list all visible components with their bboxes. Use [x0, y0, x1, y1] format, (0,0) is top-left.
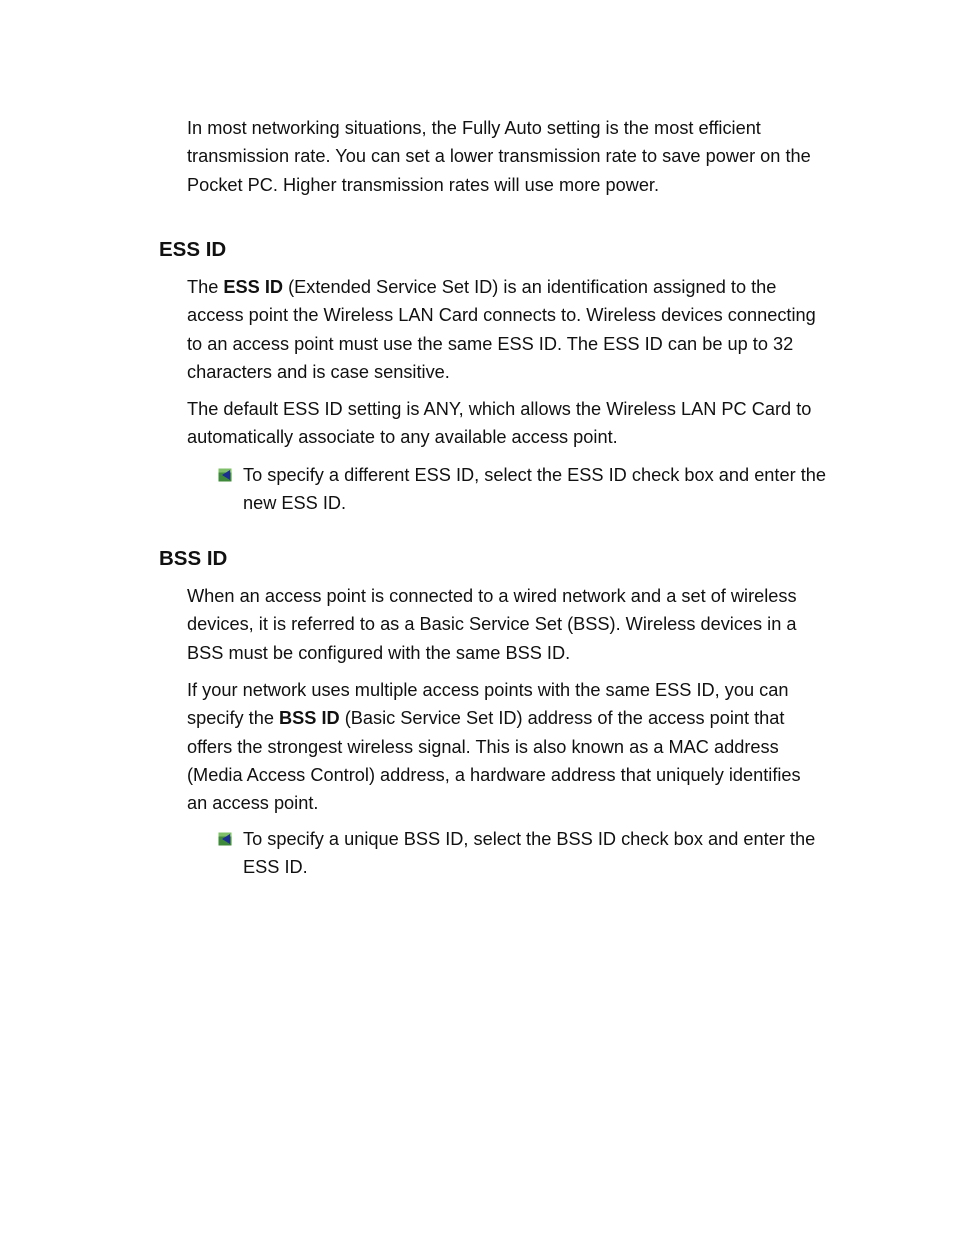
bss-p2-line: [187, 704, 867, 732]
bss-p2-line: (Media Access Control) address, a hardware address that uniquely identifies: [187, 764, 801, 785]
text-run: The: [187, 277, 224, 297]
bss-p2-line: offers the strongest wireless signal. This is also known as a MAC address: [187, 736, 779, 757]
ess-p1-line: [187, 273, 867, 301]
ess-p2-line: The default ESS ID setting is ANY, which allows the Wireless LAN PC Card to: [187, 399, 812, 419]
bss-id-term: BSS ID: [279, 708, 340, 729]
bss-bullet-line: ESS ID.: [243, 857, 308, 878]
ess-id-heading: ESS ID: [159, 238, 227, 261]
text-run: specify the: [187, 708, 279, 729]
ess-bullet-line: new ESS ID.: [243, 493, 347, 514]
text-run: (Extended Service Set ID) is an identification assigned to the: [283, 277, 777, 297]
intro-line: Pocket PC. Higher transmission rates will use more power.: [187, 174, 660, 195]
bss-id-bullet: [243, 825, 863, 882]
bullet-icon: [218, 832, 232, 846]
bss-p2-line: an access point.: [187, 793, 319, 814]
ess-p2-line: automatically associate to any available access point.: [187, 427, 618, 448]
bss-p1-line: devices, it is referred to as a Basic Service Set (BSS). Wireless devices in a: [187, 614, 797, 635]
ess-p1-line: access point the Wireless LAN Card connects to. Wireless devices connecting: [187, 305, 816, 326]
bss-id-paragraph-2: [187, 676, 867, 817]
ess-bullet-line: To specify a different ESS ID, select the ESS ID check box and enter the: [243, 465, 826, 485]
ess-id-paragraph-1: [187, 273, 867, 386]
bss-p1-line: When an access point is connected to a wired network and a set of wireless: [187, 586, 797, 606]
ess-p1-line: characters and is case sensitive.: [187, 361, 450, 382]
intro-paragraph: [187, 114, 867, 199]
bss-p2-line: If your network uses multiple access points with the same ESS ID, you can: [187, 680, 789, 700]
ess-p1-line: to an access point must use the same ESS ID. The ESS ID can be up to 32: [187, 333, 794, 354]
text-run: (Basic Service Set ID) address of the access point that: [339, 708, 785, 729]
bss-bullet-line: To specify a unique BSS ID, select the BSS ID check box and enter the: [243, 829, 816, 849]
ess-id-paragraph-2: [187, 395, 867, 452]
ess-id-term: ESS ID: [223, 277, 284, 297]
bullet-icon: [218, 468, 232, 482]
bss-p1-line: BSS must be configured with the same BSS ID.: [187, 642, 571, 663]
ess-id-bullet: [243, 461, 863, 518]
intro-line: transmission rate. You can set a lower transmission rate to save power on the: [187, 146, 811, 167]
bss-id-paragraph-1: [187, 582, 867, 667]
bss-id-heading: BSS ID: [159, 547, 228, 570]
intro-line: In most networking situations, the Fully Auto setting is the most efficient: [187, 118, 761, 138]
